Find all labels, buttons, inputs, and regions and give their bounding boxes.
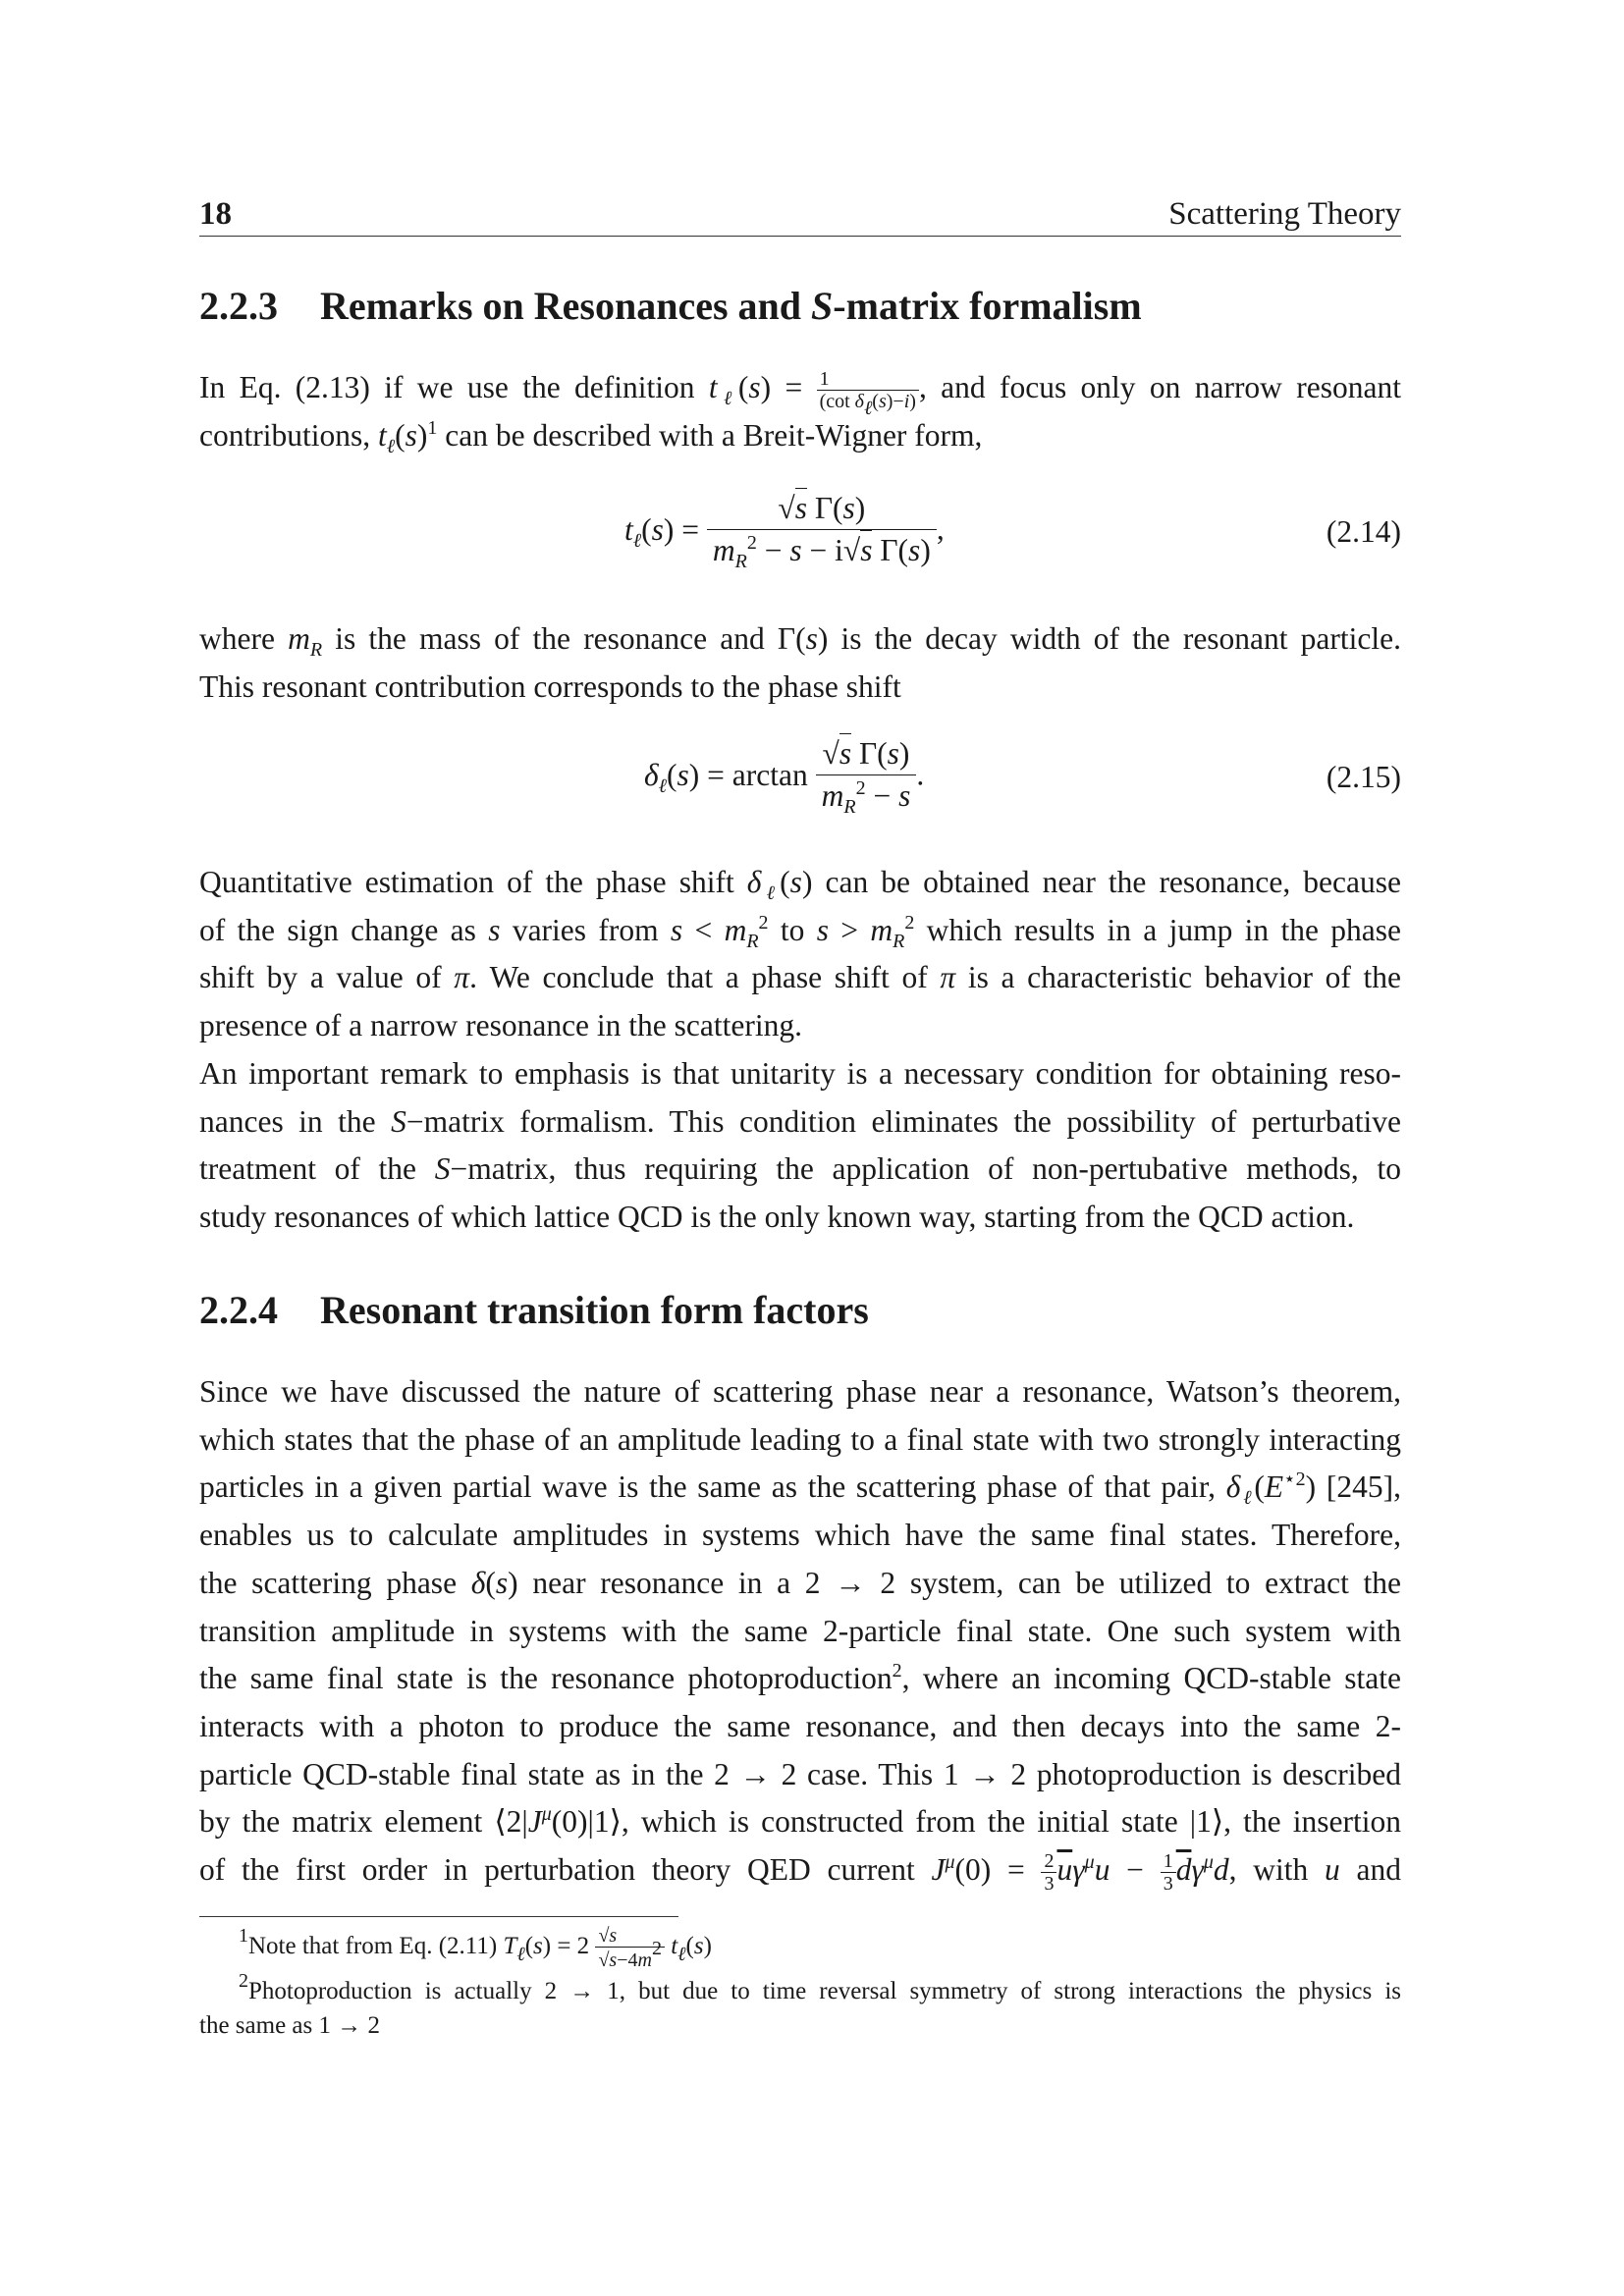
paragraph-phase-shift: Quantitative estimation of the phase shift $\delta_\ell(s)$ can be obtained near the resonance, because of the sign change as s varies from $s < m_R^2$ to $s > m_R^2$ which results in a jump in the phase shift by a value of π. We conclude that a phase shift of π is a characteristic behavior of the presence of a narrow resonance in the scattering. An important remark to emphasis is that unitarity is a necessary condition for obtaining reso- nances in the S−matrix formalism. This condition eliminates the possibility of perturbative treatment of the S−matrix, thus requiring the application of non-pertubative methods, to study resonances of which lattice QCD is the only known way, starting from the QCD action. <box>199 865 1402 1234</box>
footnote-1: $^1$Note that from Eq. (2.11) $T_\ell(s) = 2$ $\frac{√s}{√s-4m^2}$ $t_\ell(s)$ <box>239 1925 712 1971</box>
equation-label: (2.14) <box>1326 514 1401 549</box>
section-heading-2-2-3: 2.2.3 Remarks on Resonances and S-matrix formalism <box>199 284 1142 328</box>
paragraph-mass-width: where $m_R$ is the mass of the resonance and Γ(s) is the decay width of the resonant particle. This resonant contribution corresponds to the phase shift <box>199 621 1402 704</box>
inline-fraction: 1 (cot $\delta_\ell(s)-i$) <box>817 369 919 411</box>
section-heading-2-2-4: 2.2.4 Resonant transition form factors <box>199 1288 869 1332</box>
paragraph-watson-theorem: Since we have discussed the nature of scattering phase near a resonance, Watson’s theorem, which states that the phase of an amplitude leading to a final state with two strongly interacting particles in a given partial wave is the same as the scattering phase of that pair, $\delta_\ell(E^{⋆2})$ [245], enables us to calculate amplitudes in systems which have the same final states. Therefore, the scattering phase δ(s) near resonance in a 2 → 2 system, can be utilized to extract the transition amplitude in systems with the same 2-particle final state. One such system with the same final state is the resonance photoproduction$^2$, where an incoming QCD-stable state interacts with a photon to produce the same resonance, and then decays into the same 2- particle QCD-stable final state as in the 2 → 2 case. This 1 → 2 photoproduction is described by the matrix element $⟨2|J^\mu(0)|1⟩$, which is constructed from the initial state |1⟩, the insertion of the first order in perturbation theory QED current $J^\mu(0)$ = $\frac{2}{3}$ $\overline{u}\gamma^\mu u$ − $\frac{1}{3}$ $\overline{d}\gamma^\mu d$, with u and <box>199 1374 1401 1896</box>
paragraph-breit-wigner: In Eq. (2.13) if we use the definition $t_\ell(s)$ = 1 (cot $\delta_\ell(s)-i$) , and focus only on narrow resonant contributions, $t_\ell(s)^1$ can be described with a Breit-Wigner form, <box>199 368 1401 457</box>
page-number: 18 <box>199 196 232 232</box>
running-title: Scattering Theory <box>1168 196 1401 232</box>
page-header <box>199 196 1401 237</box>
page: 18 Scattering Theory 2.2.3 Remarks on Resonances and S-matrix formalism In Eq. (2.13) if we use the definition $t_\ell(s)$ = 1 (cot $\delta_\ell(s)-i$) , and focus only on narrow resonant contributions, $t_\ell(s)^1$ can be described with a Breit-Wigner form, $t_\ell(s)$ = $\frac{\text{√s Γ(s)}}{m_R^2 - s - i√s \Gamma(s)}$ , (2.14) where $m_R$ is the mass of the resonance and Γ(s) is the decay width of the resonant particle. This resonant contribution corresponds to the phase shift $\delta_\ell(s) = \arctan$ $\frac{\text{√s Γ(s)}}{m_R^2 - s}$ . (2.15) Quantitative estimation of the phase shift $\delta_\ell(s)$ can be obtained near the resonance, because of the sign change as s varies from $s < m_R^2$ to $s > m_R^2$ which results in a jump in the phase shift by a value of π. We conclude that a phase shift of π is a characteristic behavior of the presence of a narrow resonance in the scattering. An important remark to emphasis is that unitarity is a necessary condition for obtaining reso- nances in the S−matrix formalism. This condition eliminates the possibility of perturbative treatment of the S−matrix, thus requiring the application of non-pertubative methods, to study resonances of which lattice QCD is the only known way, starting from the QCD action. 2.2.4 Resonant transition form factors Since we have discussed the nature of scattering phase near a resonance, Watson’s theorem, which states that the phase of an amplitude leading to a final state with two strongly interacting particles in a given partial wave is the same as the scattering phase of that pair, $\delta_\ell(E^{⋆2})$ [245], enables us to calculate amplitudes in systems which have the same final states. Therefore, the scattering phase δ(s) near resonance in a 2 → 2 system, can be utilized to extract the transition amplitude in systems with the same 2-particle final state. One such system with the same final state is the resonance photoproduction$^2$, where an incoming QCD-stable state interacts with a photon to produce the same resonance, and then decays into the same 2- particle QCD-stable final state as in the 2 → 2 case. This 1 → 2 photoproduction is described by the matrix element $⟨2|J^\mu(0)|1⟩$, which is constructed from the initial state |1⟩, the insertion of the first order in perturbation theory QED current $J^\mu(0)$ = $\frac{2}{3}$ $\overline{u}\gamma^\mu u$ − $\frac{1}{3}$ $\overline{d}\gamma^\mu d$, with u and $^1$Note that from Eq. (2.11) $T_\ell(s) = 2$ $\frac{√s}{√s-4m^2}$ $t_\ell(s)$ $^2$Photoproduction is actually 2 → 1, but due to time reversal symmetry of strong interactions the physics is the same as 1 → 2 <box>0 0 1624 2296</box>
footnote-rule <box>199 1916 678 1917</box>
footnote-2: $^2$Photoproduction is actually 2 → 1, but due to time reversal symmetry of strong interactions the physics is the same as 1 → 2 <box>199 1970 1401 2039</box>
equation-label: (2.15) <box>1326 760 1401 794</box>
